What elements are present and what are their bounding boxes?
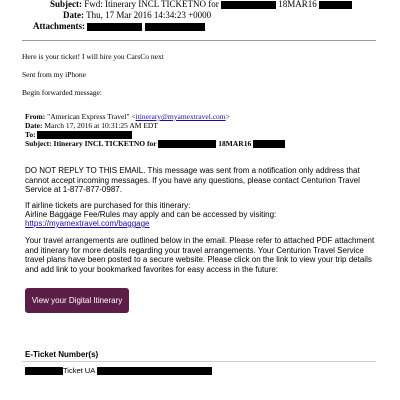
attachments-row	[33, 21, 205, 32]
forwarded-from	[25, 112, 230, 121]
subject-row	[50, 0, 352, 10]
date-value: Thu, 17 Mar 2016 14:34:23 +0000	[86, 10, 212, 20]
subject-suffix: 18MAR16	[278, 0, 317, 9]
redaction-block	[319, 1, 352, 9]
subject-text: Fwd: Itinerary INCL TICKETNO for	[84, 0, 219, 9]
no-reply-paragraph: DO NOT REPLY TO THIS EMAIL. This message was sent from a notification only address that cannot accept incoming messages. If you have any questions, please contact Centurion Travel Service at 1-877-877-0987.	[25, 166, 360, 194]
from-close: >	[225, 112, 230, 121]
forwarded-subject	[25, 139, 285, 148]
eticket-row	[25, 366, 212, 375]
forwarded-date	[25, 121, 158, 130]
redaction-block	[97, 367, 212, 375]
date-row	[63, 10, 211, 21]
eticket-title: E-Ticket Number(s)	[25, 350, 99, 359]
redaction-block	[253, 140, 285, 148]
baggage-line: Airline Baggage Fee/Rules may apply and can be accessed by visiting:	[25, 210, 277, 219]
eticket-divider	[22, 361, 376, 362]
redaction-block	[221, 1, 276, 9]
forwarded-to	[25, 130, 132, 139]
redaction-block	[158, 140, 216, 148]
subject-suffix: 18MAR16	[218, 139, 252, 148]
date-label: Date:	[63, 10, 84, 20]
baggage-line: If airline tickets are purchased for this itinerary:	[25, 201, 191, 210]
email-header	[0, 0, 400, 30]
attachments-label: Attachments:	[33, 21, 85, 31]
subject-text: Itinerary INCL TICKETNO for	[53, 139, 157, 148]
travel-paragraph: Your travel arrangements are outlined below in the email. Please refer to attached PDF attachment and itinerary for more details regarding your travel arrangements. Your Centurion Travel Service travel plans have been posted to a secure website. Please click on the link to view your trip details and add link to your bookmarked favorites for easy access in the future:	[25, 236, 375, 274]
subject-label: Subject:	[25, 139, 52, 148]
ticket-label: Ticket UA	[63, 366, 95, 375]
date-label: Date:	[25, 121, 43, 130]
baggage-link[interactable]: https://myamextravel.com/baggage	[25, 219, 150, 228]
baggage-link-row	[25, 219, 380, 229]
attachment-redaction[interactable]	[87, 23, 142, 31]
intro-line: Sent from my iPhone	[22, 70, 86, 79]
redaction-block	[25, 367, 63, 375]
subject-label: Subject:	[50, 0, 82, 9]
to-label: To:	[25, 130, 36, 139]
header-divider	[22, 40, 376, 41]
attachment-redaction[interactable]	[145, 23, 205, 31]
from-email-link[interactable]: itinerary@myamextravel.com	[135, 112, 226, 121]
from-label: From:	[25, 112, 46, 121]
from-name: "American Express Travel" <	[47, 112, 136, 121]
view-itinerary-button[interactable]: View your Digital Itinerary	[25, 288, 129, 313]
intro-line: Begin forwarded message:	[22, 88, 102, 97]
date-value: March 17, 2016 at 10:31:25 AM EDT	[44, 121, 158, 130]
intro-line: Here is your ticket! I will hire you CarsCo next	[22, 52, 164, 61]
